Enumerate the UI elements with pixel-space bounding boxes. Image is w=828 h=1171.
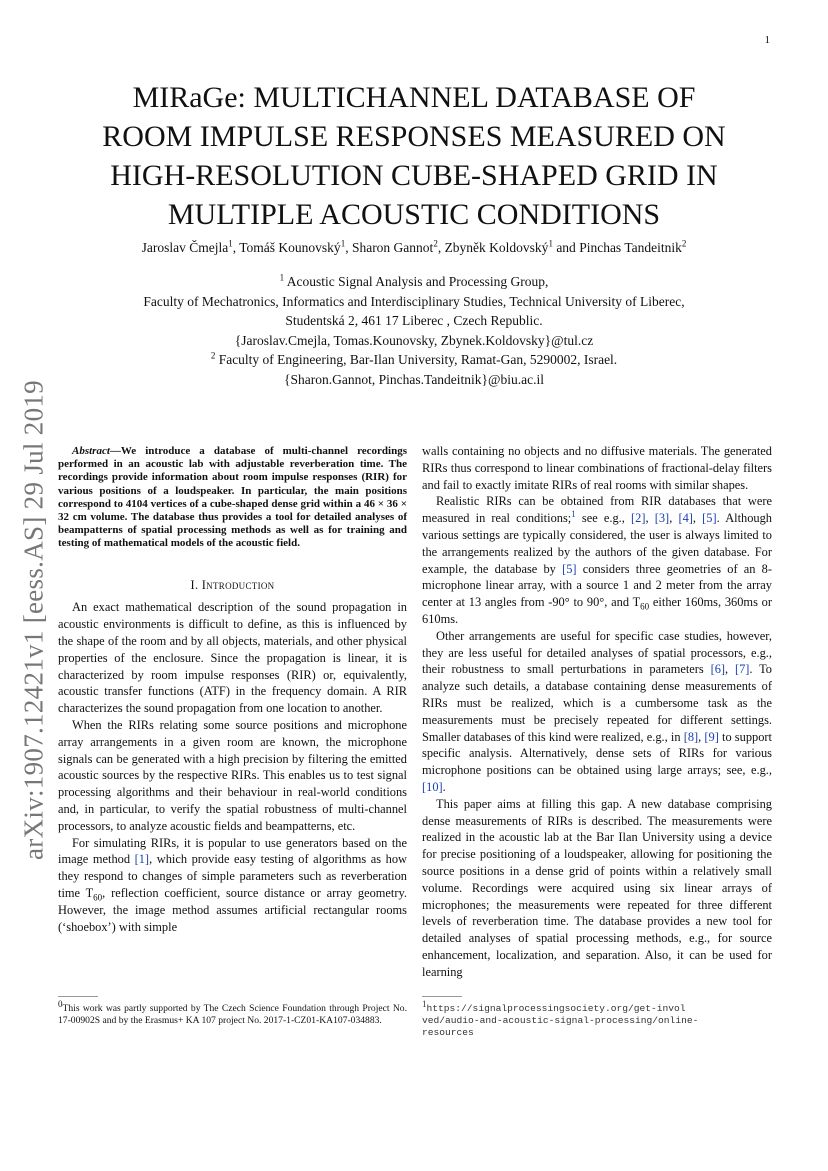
sep: , [645, 511, 655, 526]
author-and: and [556, 240, 576, 255]
affil-1-line-1: Acoustic Signal Analysis and Processing Group, [286, 274, 549, 289]
footnote-rule-right [422, 996, 462, 997]
author-1-affil: 1 [228, 238, 233, 249]
footnote-1-link-line-2[interactable]: ved/audio-and-acoustic-signal-processing/online- [422, 1015, 699, 1026]
t60-subscript: 60 [93, 892, 103, 903]
right-paragraph-1 [422, 493, 772, 627]
page-number: 1 [764, 34, 770, 46]
author-4: Zbyněk Koldovský [444, 240, 549, 255]
author-list: Jaroslav Čmejla$^1$, Tomáš Kounovský$^1$, Sharon Gannot$^2$, Zbyněk Koldovský$^1$ and Pinchas Tandeitnik$^2$ [141, 238, 687, 255]
sep: , [692, 511, 703, 526]
footnote-1-marker[interactable]: 1 [571, 509, 576, 520]
section-number: I. [190, 577, 202, 592]
sep: , [725, 662, 735, 677]
author-1: Jaroslav Čmejla [141, 240, 229, 255]
paper-title [60, 78, 768, 234]
affil-2-line-1: Faculty of Engineering, Bar-Ilan University, Ramat-Gan, 5290002, Israel. [218, 352, 618, 367]
citation-5[interactable]: [5] [702, 511, 717, 526]
citation-3[interactable]: [3] [654, 511, 670, 526]
abstract-dims: 46 × 36 × 32 [58, 497, 407, 524]
citation-7[interactable]: [7] [734, 662, 750, 677]
rp1-text-b: see e.g., [575, 511, 632, 526]
p3-text-a: For simulating RIRs, it is popular to use generators based on the image method [58, 835, 407, 867]
citation-1[interactable]: [1] [134, 852, 150, 867]
abstract [58, 445, 407, 551]
citation-5-again[interactable]: [5] [562, 561, 577, 576]
left-column [58, 445, 407, 935]
rp1-text-c: . Although various settings are typically considered, the user is always limited to the arrangements realized by the authors of the given database. For example, the database by [422, 511, 773, 576]
section-title: Introduction [201, 577, 275, 592]
author-4-affil: 1 [548, 238, 553, 249]
intro-paragraph-2: When the RIRs relating some source positions and microphone array arrangements in a given room are known, the microphone signals can be generated with a high precision by filtering the emitted acoustic sources by the respective RIRs. This enables us to test signal processing algorithms and their behaviour in real-world conditions and, in particular, to verify the spatial robustness of multi-channel processors, to analyze acoustic fields and beampatterns, etc. [58, 718, 407, 833]
abstract-label: Abstract [72, 445, 110, 457]
right-paragraph-0: walls containing no objects and no diffusive materials. The generated RIRs thus correspond to linear combinations of fractional-delay filters and fail to exactly imitate RIRs of real rooms with similar shapes. [422, 444, 772, 492]
citation-8[interactable]: [8] [683, 729, 699, 744]
sep: , [698, 729, 705, 744]
footnote-0-text: This work was partly supported by The Czech Science Foundation through Project No. 17-00902S and by the Erasmus+ KA 107 project No. 2017-1-CZ01-KA107-034883. [58, 1003, 407, 1026]
right-column [422, 443, 772, 981]
author-5: Pinchas Tandeitnik [579, 240, 682, 255]
sep: , [669, 511, 679, 526]
p3-text-b: , which provide easy testing of algorithms as how they respond to changes of simple parameters such as reverberation time T [58, 852, 407, 900]
abstract-text-2: cm volume. The database thus provides a tool for detailed analyses of beampatterns of spatial processing methods as well as for training and testing of mathematical models of the acoustic field. [58, 511, 407, 550]
title-line-3: HIGH-RESOLUTION CUBE-SHAPED GRID IN [110, 159, 718, 192]
title-line-4: MULTIPLE ACOUSTIC CONDITIONS [167, 198, 661, 231]
author-5-affil: 2 [681, 238, 687, 249]
author-2: Tomáš Kounovský [239, 240, 341, 255]
intro-paragraph-3 [58, 835, 407, 936]
citation-10[interactable]: [10] [422, 779, 443, 794]
footnote-0-marker: 0 [58, 998, 63, 1009]
citation-4[interactable]: [4] [678, 511, 693, 526]
affil-1-emails: {Jaroslav.Cmejla, Tomas.Kounovsky, Zbynek.Koldovsky}@tul.cz [234, 332, 594, 348]
citation-9[interactable]: [9] [704, 729, 719, 744]
rp2-text-b: . To analyze such details, a database containing dense measurements of RIRs must be realized, which is a cumbersome task as the measurements must be precisely repeated for different settings. Smaller databases of this kind were realized, e.g., in [422, 662, 772, 744]
affil-1-line-3: Studentská 2, 461 17 Liberec , Czech Republic. [285, 313, 543, 328]
rp2-text-d: . [442, 779, 446, 794]
affil-2-emails: {Sharon.Gannot, Pinchas.Tandeitnik}@biu.ac.il [284, 371, 544, 387]
rp2-text-c: to support specific analysis. Alternatively, dense sets of RIRs for various microphone positions can be obtained using large arrays; see, e.g., [422, 729, 772, 778]
footnote-rule-left [58, 996, 98, 997]
arxiv-stamp [14, 370, 54, 870]
citation-6[interactable]: [6] [710, 662, 726, 677]
right-paragraph-2 [422, 628, 772, 796]
author-3: Sharon Gannot [351, 240, 434, 255]
affil-1-marker: 1 [279, 272, 285, 283]
intro-paragraph-1: An exact mathematical description of the sound propagation in acoustic environments is difficult to define, as this is influenced by the shape of the room and by all objects, materials, and other physical properties of the enclosure. Since the propagation is linear, it is characterized by room impulse responses (RIR) or, equivalently, acoustic transfer functions (ATF) in the frequency domain. A RIR characterizes the sound propagation from one location to another. [58, 600, 407, 716]
t60-subscript-2: 60 [640, 601, 650, 612]
arxiv-stamp-text: arXiv:1907.12421v1 [eess.AS] 29 Jul 2019 [18, 380, 49, 860]
p3-text-c: , reflection coefficient, source distance or array geometry. However, the image method assumes artificial rectangular rooms (‘shoebox’) with simple [58, 885, 407, 934]
footnote-1-link-line-3[interactable]: resources [422, 1027, 474, 1038]
footnote-1-link[interactable]: https://signalprocessingsociety.org/get-invol [426, 1003, 686, 1014]
footnote-1-number: 1 [422, 998, 427, 1009]
title-line-2: ROOM IMPULSE RESPONSES MEASURED ON [102, 120, 726, 153]
footnote-funding [58, 998, 407, 1027]
author-2-affil: 1 [340, 238, 346, 249]
rp2-text-a: Other arrangements are useful for specific case studies, however, they are less useful for detailed analyses of spatial processors, e.g., their robustness to small perturbations in parameters [422, 628, 772, 677]
abstract-text-1: —We introduce a database of multi-channel recordings performed in an acoustic lab with adjustable reverberation time. The recordings provide information about room impulse responses (RIR) for various positions of a loudspeaker. In particular, the main positions correspond to 4104 vertices of a cube-shaped dense grid within a [58, 445, 407, 510]
section-heading-introduction [58, 577, 407, 594]
rp1-text-d: considers three geometries of an 8-microphone linear array, with a source 1 and 2 meter from the array center at 13 angles from -90° to 90°, and T [422, 561, 772, 610]
right-paragraph-3: This paper aims at filling this gap. A new database comprising dense measurements of RIRs is described. The measurements were realized in the acoustic lab at the Bar Ilan University using a device for precise positioning of a loudspeaker, allowing for positioning the source positions in a dense grid of points within a relatively small volume. Recordings were acquired using six linear arrays of microphones; the measurements were repeated for three different levels of reverberation time. The database provides a new tool for detailed analyses of spatial processing methods, e.g., for source enhancement, localization, and separation. Also, it can be used for learning [422, 796, 772, 979]
title-line-1: MIRaGe: MULTICHANNEL DATABASE OF [132, 81, 696, 114]
footnote-url [422, 998, 772, 1039]
affiliations [60, 272, 768, 389]
affil-1-line-2: Faculty of Mechatronics, Informatics and Interdisciplinary Studies, Technical University of Liberec, [143, 293, 685, 309]
rp1-text-e: either 160ms, 360ms or 610ms. [422, 595, 772, 626]
affil-2-marker: 2 [210, 350, 216, 361]
rp1-text-a: Realistic RIRs can be obtained from RIR databases that were measured in real conditions; [422, 494, 772, 526]
citation-2[interactable]: [2] [631, 511, 646, 526]
author-3-affil: 2 [433, 238, 438, 249]
